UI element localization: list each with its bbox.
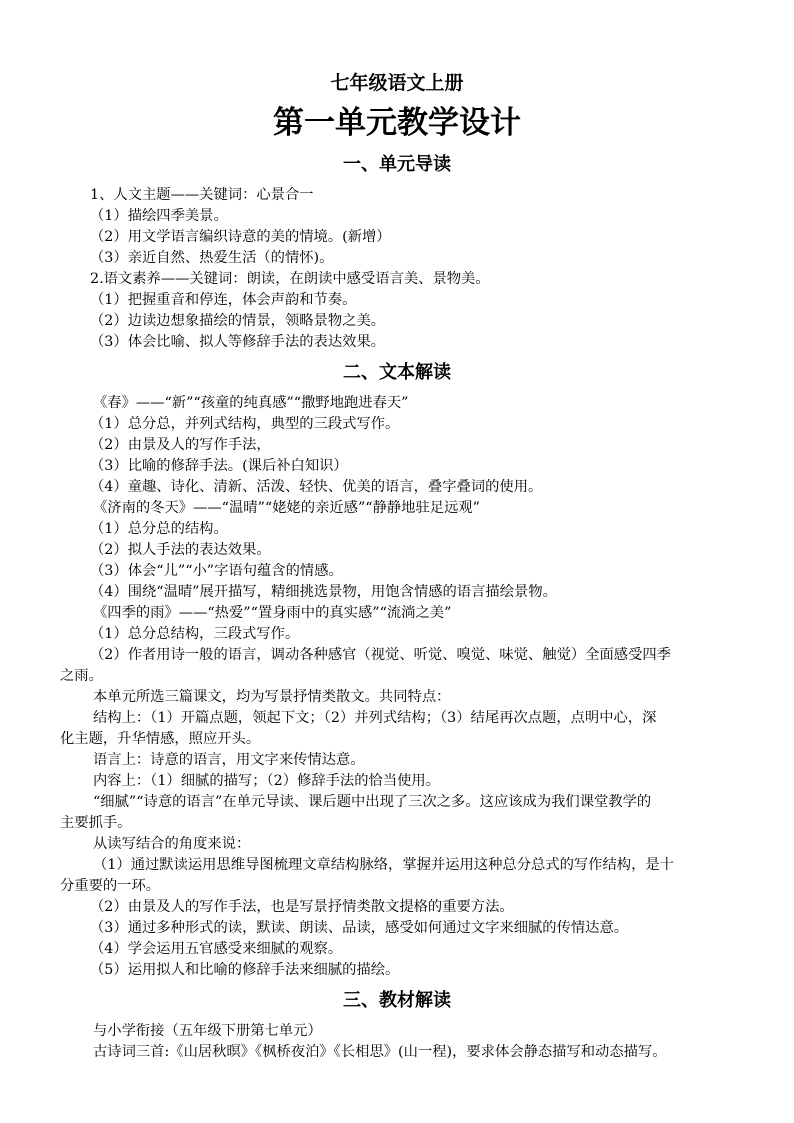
text-line: （2）由景及人的写作手法， bbox=[90, 437, 271, 453]
text-line: 1、人文主题——关键词：心景合一 bbox=[90, 187, 314, 203]
text-line: （1）描绘四季美景。 bbox=[90, 208, 228, 224]
text-line: （1）把握重音和停连，体会声韵和节奏。 bbox=[90, 292, 357, 308]
section-heading-textbook: 三、教材解读 bbox=[343, 990, 451, 1011]
text-line: 本单元所选三篇课文，均为写景抒情类散文。共同特点： bbox=[93, 689, 451, 705]
text-line: 内容上：（1）细腻的描写；（2）修辞手法的恰当使用。 bbox=[93, 773, 441, 789]
document-subtitle: 七年级语文上册 bbox=[330, 72, 464, 94]
text-line: （1）通过默读运用思维导图梳理文章结构脉络，掌握并运用这种总分总式的写作结构，是十 bbox=[93, 857, 674, 873]
document-title: 第一单元教学设计 bbox=[273, 105, 521, 141]
text-line: （2）边读边想象描绘的情景，领略景物之美。 bbox=[90, 313, 386, 329]
text-title-jinan: 《济南的冬天》——“温晴”“姥姥的亲近感”“静静地驻足远观” bbox=[93, 500, 480, 516]
text-line: 主要抓手。 bbox=[60, 815, 132, 831]
text-line: （3）比喻的修辞手法。(课后补白知识） bbox=[90, 458, 348, 474]
text-line: （2）由景及人的写作手法，也是写景抒情类散文提格的重要方法。 bbox=[90, 899, 514, 915]
text-line: （4）围绕“温晴”展开描写，精细挑选景物，用饱含情感的语言描绘景物。 bbox=[90, 584, 557, 600]
text-line: （3）体会比喻、拟人等修辞手法的表达效果。 bbox=[90, 334, 386, 350]
text-line: 2.语文素养——关键词：朗读，在朗读中感受语言美、景物美。 bbox=[90, 271, 490, 287]
text-line: （3）亲近自然、热爱生活（的情怀)。 bbox=[90, 250, 334, 266]
text-line: （2）作者用诗一般的语言，调动各种感官（视觉、听觉、嗅觉、味觉、触觉）全面感受四季 bbox=[90, 647, 671, 663]
text-line: （3）体会“儿”“小”字语句蕴含的情感。 bbox=[90, 563, 343, 579]
text-line: （1）总分总的结构。 bbox=[90, 521, 228, 537]
text-line: （1）总分总结构，三段式写作。 bbox=[90, 626, 300, 642]
section-heading-text-reading: 二、文本解读 bbox=[343, 362, 451, 383]
text-line: （4）童趣、诗化、清新、活泼、轻快、优美的语言，叠字叠词的使用。 bbox=[90, 479, 543, 495]
text-line: 分重要的一环。 bbox=[60, 878, 161, 894]
text-line: （5）运用拟人和比喻的修辞手法来细腻的描绘。 bbox=[90, 962, 400, 978]
text-line: 之雨。 bbox=[60, 668, 103, 684]
text-line: 结构上：（1）开篇点题，领起下文；（2）并列式结构；（3）结尾再次点题，点明中心，深 bbox=[93, 710, 657, 726]
text-line: （2）拟人手法的表达效果。 bbox=[90, 542, 271, 558]
text-line: 化主题，升华情感，照应开头。 bbox=[60, 731, 261, 747]
text-line: 古诗词三首:《山居秋暝》《枫桥夜泊》《长相思》(山一程)，要求体会静态描写和动态描写。 bbox=[93, 1044, 667, 1060]
text-line: 语言上：诗意的语言，用文字来传情达意。 bbox=[93, 752, 365, 768]
text-title-rain: 《四季的雨》——“热爱”“置身雨中的真实感”“流淌之美” bbox=[93, 605, 452, 621]
text-line: （1）总分总，并列式结构，典型的三段式写作。 bbox=[90, 416, 400, 432]
text-title-chun: 《春》——“新”“孩童的纯真感”“撒野地跑进春天” bbox=[93, 395, 409, 411]
text-line: 从读写结合的角度来说： bbox=[93, 836, 251, 852]
text-line: （4）学会运用五官感受来细腻的观察。 bbox=[90, 941, 343, 957]
text-line: （3）通过多种形式的读，默读、朗读、品读，感受如何通过文字来细腻的传情达意。 bbox=[90, 920, 629, 936]
text-line: （2）用文学语言编织诗意的美的情境。(新增） bbox=[90, 229, 391, 245]
section-heading-unit-guide: 一、单元导读 bbox=[343, 154, 451, 175]
text-line: 与小学衔接（五年级下册第七单元） bbox=[93, 1023, 322, 1039]
text-line: “细腻”“诗意的语言”在单元导读、课后题中出现了三次之多。这应该成为我们课堂教学的 bbox=[93, 794, 652, 810]
